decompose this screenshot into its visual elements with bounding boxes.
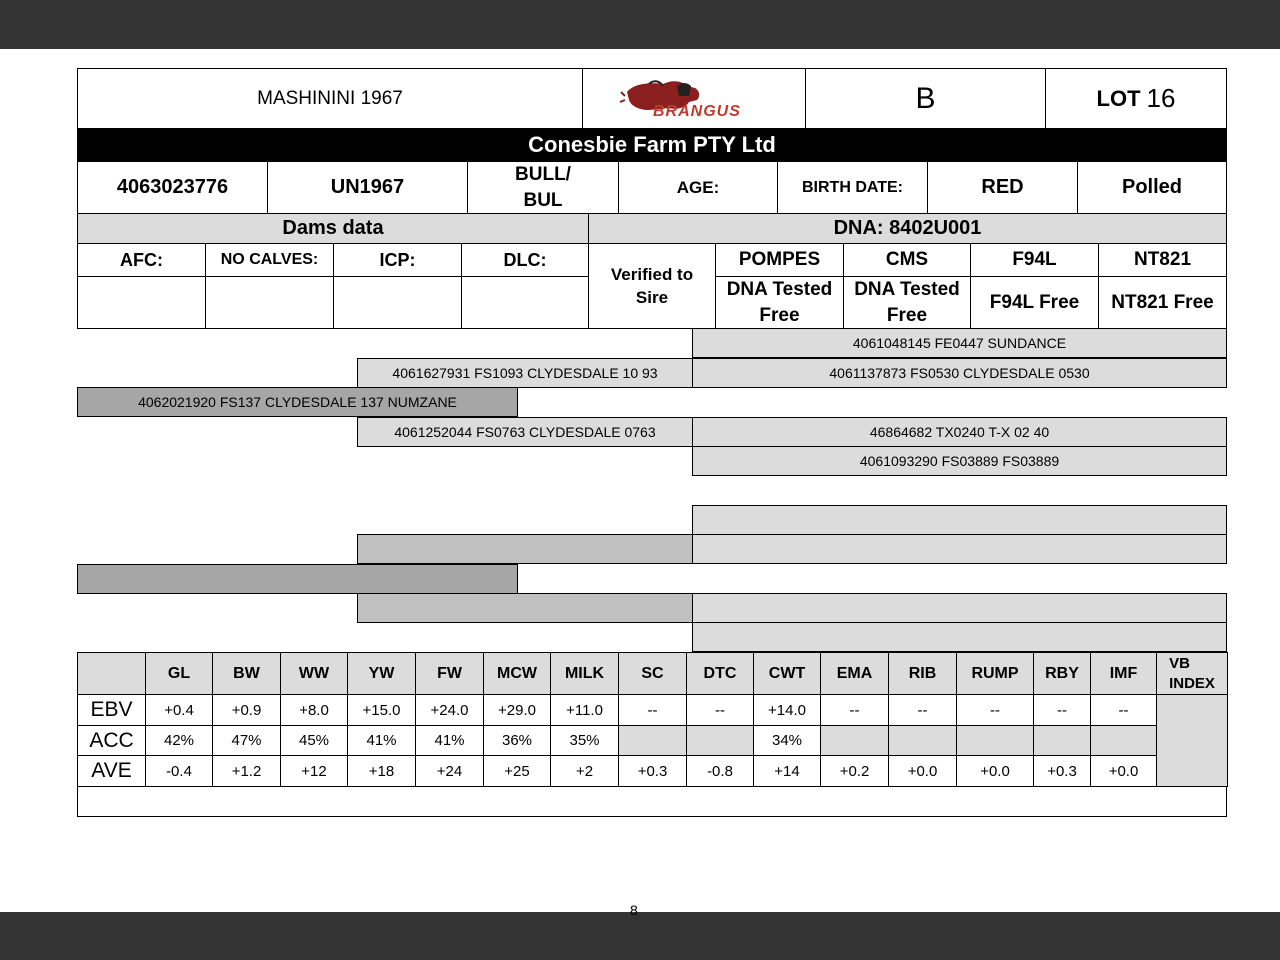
ebv-cell-acc-rump xyxy=(956,725,1034,756)
ebv-cell-ebv-dtc: -- xyxy=(686,694,754,726)
ebv-row-label-ave: AVE xyxy=(77,755,146,787)
nt821-result-cell xyxy=(1098,276,1227,329)
pedigree-sire-dam-dam xyxy=(692,446,1227,476)
ebv-cell-acc-bw: 47% xyxy=(212,725,281,756)
ebv-col-header-fw: FW xyxy=(415,652,484,695)
footer-empty-row xyxy=(77,786,1227,817)
dna-title: DNA: 8402U001 xyxy=(833,217,982,239)
ebv-cell-ebv-rib: -- xyxy=(888,694,957,726)
horn-status: Polled xyxy=(1121,176,1182,198)
ebv-cell-acc-rib xyxy=(888,725,957,756)
farm-banner xyxy=(77,128,1227,162)
ebv-col-header-rump: RUMP xyxy=(956,652,1034,695)
ebv-cell-ebv-ema: -- xyxy=(820,694,889,726)
grade-cell xyxy=(805,68,1046,129)
ebv-cell-ebv-bw: +0.9 xyxy=(212,694,281,726)
ebv-row-label-acc: ACC xyxy=(77,725,146,756)
ebv-cell-ave-cwt: +14 xyxy=(753,755,821,787)
lot-label: LOT xyxy=(1096,85,1141,111)
pompes-result: DNA Tested Free xyxy=(726,278,833,326)
ebv-cell-ebv-gl: +0.4 xyxy=(145,694,213,726)
afc-value-cell xyxy=(77,276,206,329)
colour: RED xyxy=(981,176,1024,198)
ebv-cell-acc-fw: 41% xyxy=(415,725,484,756)
page-number: 8 xyxy=(630,902,638,918)
pedigree-dam-dam-dam xyxy=(692,622,1227,652)
ebv-cell-ave-dtc: -0.8 xyxy=(686,755,754,787)
pedigree-sire-dam xyxy=(357,417,693,447)
ebv-cell-ave-milk: +2 xyxy=(550,755,619,787)
age-cell xyxy=(618,161,778,214)
ebv-cell-ave-rby: +0.3 xyxy=(1033,755,1091,787)
birth-date-label: BIRTH DATE: xyxy=(801,178,904,196)
ebv-cell-ave-yw: +18 xyxy=(347,755,416,787)
ebv-cell-ebv-cwt: +14.0 xyxy=(753,694,821,726)
ebv-cell-ave-imf: +0.0 xyxy=(1090,755,1157,787)
ebv-cell-ave-rib: +0.0 xyxy=(888,755,957,787)
ebv-col-header-rib: RIB xyxy=(888,652,957,695)
ebv-col-header-gl: GL xyxy=(145,652,213,695)
ebv-cell-ave-rump: +0.0 xyxy=(956,755,1034,787)
f94l-label-cell xyxy=(970,243,1099,277)
ebv-cell-ebv-ww: +8.0 xyxy=(280,694,348,726)
ebv-col-header-mcw: MCW xyxy=(483,652,551,695)
ebv-cell-acc-mcw: 36% xyxy=(483,725,551,756)
f94l-result: F94L Free xyxy=(989,291,1080,313)
nt821-label: NT821 xyxy=(1133,249,1192,270)
ebv-cell-acc-cwt: 34% xyxy=(753,725,821,756)
dams-data-header xyxy=(77,213,589,244)
icp-label-cell xyxy=(333,243,462,277)
f94l-result-cell xyxy=(970,276,1099,329)
grade: B xyxy=(915,81,936,115)
verified-to-sire: Verified to Sire xyxy=(610,265,694,307)
f94l-label: F94L xyxy=(1012,249,1057,270)
ebv-col-header-ww: WW xyxy=(280,652,348,695)
cms-result-cell xyxy=(843,276,971,329)
dlc-value-cell xyxy=(461,276,589,329)
ebv-col-header-dtc: DTC xyxy=(686,652,754,695)
verified-to-sire-cell xyxy=(588,243,716,329)
lot-number: 16 xyxy=(1146,83,1176,113)
age-label: AGE: xyxy=(676,177,720,197)
ebv-col-header-imf: IMF xyxy=(1090,652,1157,695)
ebv-cell-acc-dtc xyxy=(686,725,754,756)
ebv-cell-ave-gl: -0.4 xyxy=(145,755,213,787)
ebv-cell-ebv-yw: +15.0 xyxy=(347,694,416,726)
animal-name-cell xyxy=(77,68,583,129)
pedigree-dam-dam-sire xyxy=(692,593,1227,623)
afc-label: AFC: xyxy=(120,249,163,270)
ebv-corner-cell xyxy=(77,652,146,695)
animal-name: MASHININI 1967 xyxy=(257,87,403,109)
dams-data-title: Dams data xyxy=(282,217,384,239)
ebv-cell-ebv-rump: -- xyxy=(956,694,1034,726)
tattoo-cell xyxy=(267,161,468,214)
colour-cell xyxy=(927,161,1078,214)
nt821-label-cell xyxy=(1098,243,1227,277)
animal-id-cell xyxy=(77,161,268,214)
birth-date-cell xyxy=(777,161,928,214)
brangus-logo-cell xyxy=(582,68,806,129)
ebv-col-header-milk: MILK xyxy=(550,652,619,695)
ebv-cell-ebv-milk: +11.0 xyxy=(550,694,619,726)
no-calves-label: NO CALVES: xyxy=(220,251,319,268)
ebv-cell-acc-yw: 41% xyxy=(347,725,416,756)
ebv-cell-ave-mcw: +25 xyxy=(483,755,551,787)
pedigree-sire-dam-sire xyxy=(692,417,1227,447)
lot-cell xyxy=(1045,68,1227,129)
pedigree-sss-text: 4061048145 FE0447 SUNDANCE xyxy=(852,335,1067,351)
ebv-cell-ave-sc: +0.3 xyxy=(618,755,687,787)
ebv-col-header-ema: EMA xyxy=(820,652,889,695)
cms-label-cell xyxy=(843,243,971,277)
ebv-cell-acc-sc xyxy=(618,725,687,756)
ebv-col-header-yw: YW xyxy=(347,652,416,695)
nt821-result: NT821 Free xyxy=(1111,291,1214,313)
no-calves-label-cell xyxy=(205,243,334,277)
pompes-result-cell xyxy=(715,276,844,329)
ebv-cell-ebv-imf: -- xyxy=(1090,694,1157,726)
ebv-cell-acc-ww: 45% xyxy=(280,725,348,756)
pompes-label: POMPES xyxy=(738,249,821,270)
ebv-cell-ebv-fw: +24.0 xyxy=(415,694,484,726)
tattoo: UN1967 xyxy=(330,176,405,198)
pedigree-dam xyxy=(77,564,518,594)
pedigree-ssd-text: 4061137873 FS0530 CLYDESDALE 0530 xyxy=(829,365,1090,381)
afc-label-cell xyxy=(77,243,206,277)
ebv-cell-ave-fw: +24 xyxy=(415,755,484,787)
ebv-cell-ebv-sc: -- xyxy=(618,694,687,726)
horn-cell xyxy=(1077,161,1227,214)
ebv-col-header-rby: RBY xyxy=(1033,652,1091,695)
ebv-cell-acc-gl: 42% xyxy=(145,725,213,756)
farm-name: Conesbie Farm PTY Ltd xyxy=(528,132,776,157)
ebv-cell-acc-rby xyxy=(1033,725,1091,756)
sex: BULL/ BUL xyxy=(515,163,571,211)
pedigree-sire-text: 4062021920 FS137 CLYDESDALE 137 NUMZANE xyxy=(138,394,457,410)
pedigree-sire-sire xyxy=(357,358,693,388)
cms-result: DNA Tested Free xyxy=(854,278,960,326)
ebv-cell-ebv-mcw: +29.0 xyxy=(483,694,551,726)
pedigree-sdd-text: 4061093290 FS03889 FS03889 xyxy=(859,453,1060,469)
pedigree-sd-text: 4061252044 FS0763 CLYDESDALE 0763 xyxy=(394,424,656,440)
ebv-col-header-cwt: CWT xyxy=(753,652,821,695)
pedigree-sds-text: 46864682 TX0240 T-X 02 40 xyxy=(869,424,1050,440)
ebv-cell-ebv-rby: -- xyxy=(1033,694,1091,726)
ebv-cell-ave-ww: +12 xyxy=(280,755,348,787)
dlc-label: DLC: xyxy=(503,249,547,270)
dlc-label-cell xyxy=(461,243,589,277)
viewer-top-bar xyxy=(0,0,1280,49)
cms-label: CMS xyxy=(885,249,929,270)
ebv-cell-acc-milk: 35% xyxy=(550,725,619,756)
dna-header xyxy=(588,213,1227,244)
brangus-logo-text: BRANGUS xyxy=(653,103,741,120)
ebv-col-header-bw: BW xyxy=(212,652,281,695)
pedigree-dam-sire-dam xyxy=(692,534,1227,564)
viewer-bottom-bar xyxy=(0,912,1280,960)
ebv-row-label-ebv: EBV xyxy=(77,694,146,726)
sex-cell xyxy=(467,161,619,214)
pedigree-dam-dam xyxy=(357,593,693,623)
pedigree-sire xyxy=(77,387,518,417)
ebv-cell-ave-ema: +0.2 xyxy=(820,755,889,787)
pedigree-dam-sire-sire xyxy=(692,505,1227,535)
ebv-vb-index-value xyxy=(1156,694,1228,787)
icp-value-cell xyxy=(333,276,462,329)
pedigree-sire-sire-sire xyxy=(692,328,1227,358)
pedigree-sire-sire-dam xyxy=(692,358,1227,388)
icp-label: ICP: xyxy=(379,249,416,270)
pompes-label-cell xyxy=(715,243,844,277)
pedigree-ss-text: 4061627931 FS1093 CLYDESDALE 10 93 xyxy=(392,365,658,381)
ebv-cell-ave-bw: +1.2 xyxy=(212,755,281,787)
ebv-col-header-vb-index: VB INDEX xyxy=(1156,652,1228,695)
ebv-col-header-sc: SC xyxy=(618,652,687,695)
ebv-cell-acc-imf xyxy=(1090,725,1157,756)
ebv-cell-acc-ema xyxy=(820,725,889,756)
pedigree-dam-sire xyxy=(357,534,693,564)
animal-id: 4063023776 xyxy=(116,176,229,198)
no-calves-value-cell xyxy=(205,276,334,329)
